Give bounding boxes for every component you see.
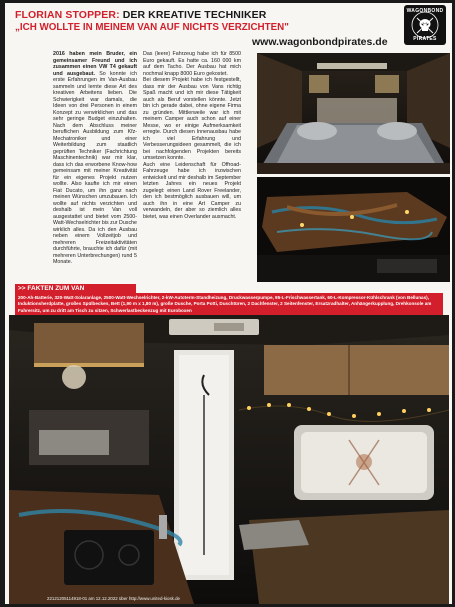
facts-heading: >> FAKTEN ZUM VAN xyxy=(15,284,136,293)
article-column-2 xyxy=(143,51,241,220)
article-lead: 2016 haben mein Bruder, ein gemeinsamer Freund und ich zusammen einen VW T4 gekauft und ausgebaut. xyxy=(53,51,137,77)
article-col2-paragraph-1: Das (leere) Fahrzeug habe ich für 8500 Euro gekauft. Es hatte ca. 160 000 km auf dem Tacho. Der Ausbau hat mich nochmal knapp 8000 Euro gekostet. xyxy=(143,51,241,77)
headline-subtitle: DER KREATIVE TECHNIKER xyxy=(119,9,267,21)
footer-download-note: 22121205114918-01 am 12.12.2022 über http://www.united-kiosk.de xyxy=(47,596,180,601)
magazine-page xyxy=(5,3,452,604)
website-url[interactable]: www.wagonbondpirates.de xyxy=(252,36,388,48)
article-col1-body: So konnte ich erste Erfahrungen im Van-Ausbau sammeln und lernte diese Art des kreativen Arbeitens lieben. Die Schwierigkeit war damals, die Ideen von drei Personen in einem Konzept zu verwirklichen und das sehr geringe Budget einzuhalten. Nach dem Abschluss meiner beruflichen Ausbildung zum Kfz-Mechatroniker und einer Weiterbildung zum staatlich geprüften Techniker (Fachrichtung Maschinentechnik) war mir klar, dass ich das erworbene Know-how gemeinsam mit meiner Kreativität für ein eigenes Projekt nutzen wollte. Also kaufte ich mir einen Fiat Ducato, um ihn ganz nach meinen Wünschen umzubauen. Ich wollte auf nichts verzichten und deshalb ist mein Van voll ausgestattet und bietet vom 2500-Watt-Wechselrichter bis zur Dusche wirklich alles. Da ich den Ausbau neben einem Vollzeitjob und mehreren Freizeitaktivitäten durchführte, brauchte ich dafür (mit mehreren Unterbrechungen) rund 5 Monate. xyxy=(53,70,137,265)
headline-quote: „ICH WOLLTE IN MEINEM VAN AUF NICHTS VERZICHTEN" xyxy=(15,22,289,33)
logo-text-top: WAGONBOND xyxy=(406,8,444,14)
photo-van-interior xyxy=(9,315,449,604)
headline-name: FLORIAN STOPPER: xyxy=(15,9,120,21)
wagonbond-pirates-logo xyxy=(404,5,446,45)
facts-text: 200-Ah-Batterie, 320-Watt-Solaranlage, 2500-Watt-Wechselrichter, 2-kW-Autoterm-Standheizung, Druckwasserpumpe, 95-L-Frischwassertank, 60-L-Kompressor-Kühlschrank (von Bellunas), Induktionsherdplatte, großes Spülbecken, Bett (1,90 m x 1,80 m), große Dusche, Porta Potti, Duschtüren, 2 Dachfenster, 2 Seitenfenster, Ersatzradhalter, Anhängerkupplung, Drehkonsole am Fahrersitz, um zu dritt am Tisch zu sitzen, Schwerlastbeckenzug mit Euroboxen xyxy=(18,295,432,313)
article-column-1 xyxy=(53,51,137,266)
headline xyxy=(15,9,395,33)
photo-wood-table xyxy=(257,177,450,282)
photo-van-bed xyxy=(257,53,450,174)
article-col2-paragraph-2: Bei diesem Projekt habe ich festgestellt, dass mir der Ausbau von Vans richtig Spaß macht und ich mir diese Tätigkeit auch als Beruf vorstellen könnte. Jetzt bin ich gerade dabei, ohne eigene Firma zu gründen. Mittlerweile war ich mit meinem Camper auch schon auf einer Messe, wo er einige Aufmerksamkeit erregte. Durch diesen Innenausbau habe ich viel Erfahrung und Verbesserungsideen gesammelt, die ich bei nachfolgenden Projekten bereits umsetzen konnte. xyxy=(143,77,241,161)
headline-title xyxy=(15,9,395,21)
article-col2-paragraph-3: Auch eine Leidenschaft für Offroad-Fahrzeuge habe ich inzwischen entwickelt und mir deshalb im September letzten Jahres ein neues Projekt zugelegt: einen Land Rover Freelander, den ich bestmöglich ausbauen will, um auch ihn in eine Art Camper zu verwandeln, der aber so ziemlich alles bietet, was einen Overlander ausmacht. xyxy=(143,161,241,220)
logo-text-bottom: PIRATES xyxy=(413,36,437,42)
